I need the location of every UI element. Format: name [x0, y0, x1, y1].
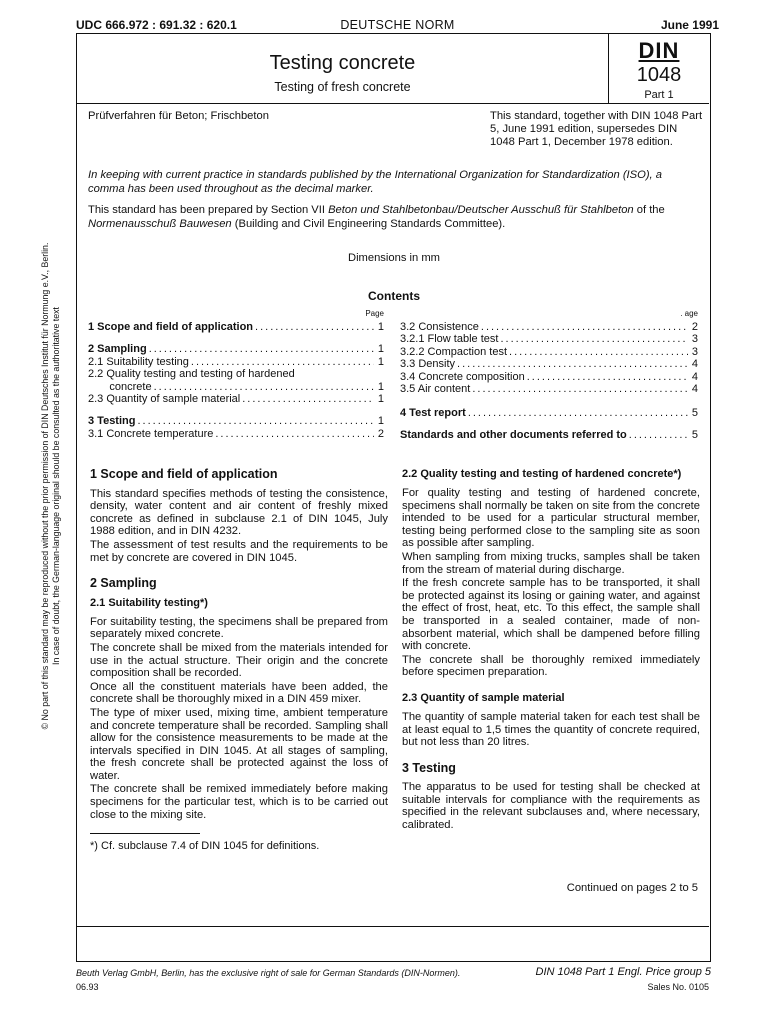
continued-note: Continued on pages 2 to 5: [566, 882, 698, 894]
prepared-text: of the: [633, 204, 665, 216]
paragraph: For suitability testing, the specimens shall be prepared from separately mixed concrete.: [90, 615, 388, 641]
toc-entry[interactable]: 2.1 Suitability testing ..... 1: [88, 356, 384, 368]
copyright-line-2: In case of doubt, the German-language original should be consulted as the authoritative text: [50, 307, 61, 665]
toc-entry[interactable]: 2.2 Quality testing and testing of hardened: [88, 368, 295, 381]
german-title: Prüfverfahren für Beton; Frischbeton: [88, 110, 269, 122]
paragraph: For quality testing and testing of hardened concrete, specimens shall normally be taken on site from the concrete intended to be used for a particular structural member, testing being performed close to the sampling site as soon as possible after sampling.: [402, 487, 700, 550]
section-heading: 1 Scope and field of application: [90, 467, 278, 481]
prepared-text: (Building and Civil Engineering Standards Committee).: [231, 217, 506, 230]
contents-heading: Contents: [368, 289, 420, 303]
toc-left-column: [88, 309, 384, 440]
paragraph: The type of mixer used, mixing time, ambient temperature and concrete temperature shall be recorded. Sampling shall allow for the consistence measurements to be made at the intervals specified in DIN 1045. At all stages of sampling, the fresh concrete shall be protected against the loss of water.: [90, 706, 388, 782]
paragraph: The quantity of sample material taken for each test shall be at least equal to 1,5 times the quantity of concrete required, but not less than 20 litres.: [402, 710, 700, 749]
supersedes-note: This standard, together with DIN 1048 Part 5, June 1991 edition, supersedes DIN 1048 Part 1, December 1978 edition.: [490, 110, 703, 149]
toc-entry[interactable]: 1 Scope and field of application ..... 1: [88, 321, 384, 333]
section-heading: 2 Sampling: [90, 576, 157, 591]
footer-rule: [77, 926, 709, 927]
subsection-heading: 2.2 Quality testing and testing of hardened concrete*): [402, 468, 682, 480]
page-subtitle: Testing of fresh concrete: [274, 80, 411, 94]
paragraph: The apparatus to be used for testing shall be checked at suitable intervals for compliance with the requirements as specified in the relevant subclauses and, where necessary, calibrated.: [402, 781, 700, 832]
committee-name: Beton und Stahlbetonbau/Deutscher Ausschuß für Stahlbeton: [328, 204, 634, 216]
toc-entry[interactable]: 3.1 Concrete temperature ..... 2: [88, 428, 384, 440]
copyright-line-1: © No part of this standard may be reproduced without the prior permission of DIN Deutsches Institut für Normung e.V., Berlin.: [40, 242, 50, 730]
subsection-heading: 2.1 Suitability testing*): [90, 596, 208, 609]
print-date: 06.93: [76, 982, 99, 992]
paragraph: The concrete shall be thoroughly remixed immediately before specimen preparation.: [402, 653, 700, 679]
copyright-note: [40, 236, 61, 736]
toc-entry[interactable]: 3.3 Density ..... 4: [400, 358, 698, 370]
toc-entry[interactable]: concrete ..... 1: [88, 381, 384, 393]
sales-number: Sales No. 0105: [647, 982, 709, 992]
din-part: Part 1: [644, 89, 674, 101]
document-id: DIN 1048 Part 1 Engl. Price group 5: [535, 966, 711, 978]
footnote: *) Cf. subclause 7.4 of DIN 1045 for definitions.: [90, 840, 320, 853]
subsection-heading: 2.3 Quantity of sample material: [402, 691, 565, 704]
toc-page-label: . age: [680, 309, 698, 318]
paragraph: If the fresh concrete sample has to be transported, it shall be protected against its losing or gaining water, and against the effect of frost, heat, etc. To this effect, the sample shall be transported in a sealed container, made of non-absorbent material, which shall be dampened before filling with concrete.: [402, 577, 700, 653]
paragraph: The concrete shall be remixed immediately before making specimens for the particular test, which is to be carried out close to the mixing site.: [90, 783, 388, 821]
norm-label: DEUTSCHE NORM: [340, 18, 455, 32]
paragraph: When sampling from mixing trucks, samples shall be taken from the stream of material during discharge.: [402, 550, 700, 576]
prepared-text: This standard has been prepared by Section VII: [88, 204, 329, 216]
left-text-column: [90, 468, 388, 853]
toc-entry[interactable]: 3.2.2 Compaction test ..... 3: [400, 346, 698, 358]
udc-code: UDC 666.972 : 691.32 : 620.1: [76, 18, 237, 32]
decimal-marker-note: In keeping with current practice in standards published by the International Organization for Standardization (ISO), a comma has been used throughout as the decimal marker.: [88, 169, 662, 195]
section-heading: 3 Testing: [402, 760, 456, 775]
toc-entry[interactable]: 3.2.1 Flow table test ..... 3: [400, 333, 698, 345]
issue-date: June 1991: [660, 18, 719, 32]
paragraph: Once all the constituent materials have been added, the concrete shall be thoroughly mixed in a DIN 459 mixer.: [90, 680, 388, 706]
toc-entry[interactable]: 4 Test report ..... 5: [400, 407, 698, 419]
toc-entry[interactable]: 3.5 Air content ..... 4: [400, 383, 698, 395]
toc-entry[interactable]: 2.3 Quantity of sample material ..... 1: [88, 393, 384, 405]
toc-right-column: [400, 309, 698, 441]
page-title: Testing concrete: [269, 52, 416, 74]
title-box: [77, 34, 609, 104]
paragraph: This standard specifies methods of testing the consistence, density, water content and air content of freshly mixed concrete as defined in subclause 2.1 of DIN 1045, July 1988 edition, and in DIN 4232.: [90, 487, 388, 538]
paragraph: The concrete shall be mixed from the materials intended for use in the actual structure. Their origin and the concrete composition shall be recorded.: [90, 641, 388, 680]
toc-entry[interactable]: 3.4 Concrete composition ..... 4: [400, 371, 698, 383]
din-box: [609, 34, 709, 104]
din-number: 1048: [636, 64, 682, 86]
prepared-by: [88, 204, 700, 231]
footnote-rule: [90, 833, 200, 834]
din-logo: DIN: [638, 38, 680, 63]
toc-entry[interactable]: 3.2 Consistence ..... 2: [400, 321, 698, 333]
top-line: [76, 18, 719, 32]
dimensions-note: Dimensions in mm: [347, 252, 440, 264]
toc-page-label: Page: [365, 309, 384, 318]
toc-entry[interactable]: 2 Sampling ..... 1: [88, 343, 384, 355]
right-text-column: [402, 468, 700, 833]
paragraph: The assessment of test results and the requirements to be met by concrete are covered in DIN 1045.: [90, 538, 388, 564]
toc-entry[interactable]: 3 Testing ..... 1: [88, 415, 384, 427]
publisher-note: Beuth Verlag GmbH, Berlin, has the exclusive right of sale for German Standards (DIN-Normen).: [76, 968, 461, 978]
toc-entry[interactable]: Standards and other documents referred to ..... 5: [400, 429, 698, 441]
standards-body: Normenausschuß Bauwesen: [88, 217, 232, 230]
